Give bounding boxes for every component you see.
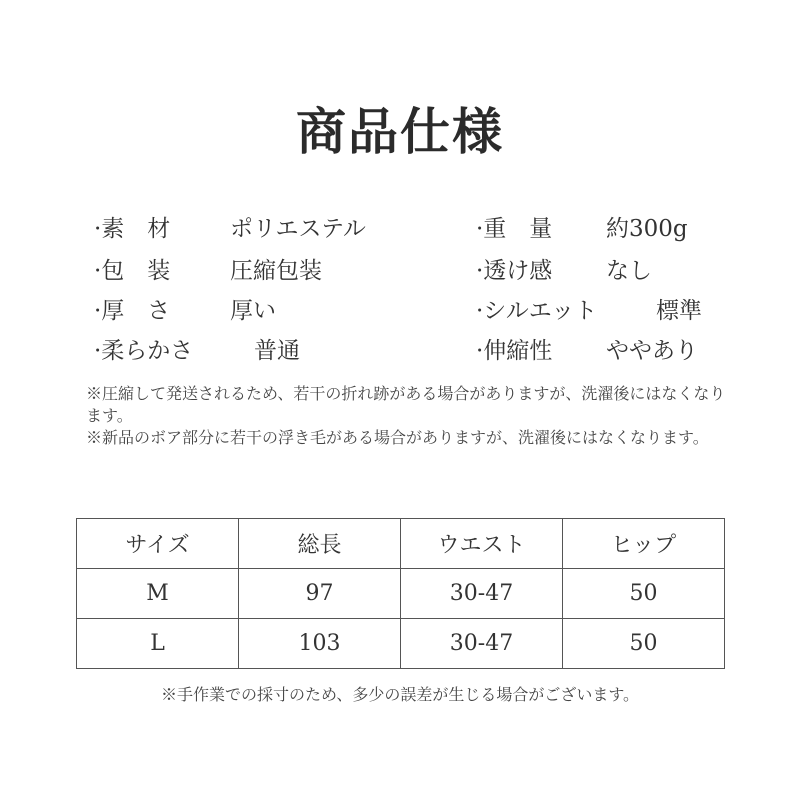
spec-value: 約300g bbox=[606, 216, 688, 242]
spec-label: ·伸縮性 bbox=[476, 338, 553, 364]
spec-value: 厚い bbox=[230, 298, 276, 324]
spec-value: ややあり bbox=[606, 338, 698, 364]
spec-label: ·柔らかさ bbox=[94, 338, 194, 364]
table-row bbox=[77, 569, 725, 619]
table-cell: 30-47 bbox=[401, 569, 563, 619]
spec-value: ポリエステル bbox=[230, 216, 366, 242]
spec-label: ·透け感 bbox=[476, 258, 553, 284]
spec-label: ·包 装 bbox=[94, 258, 171, 284]
table-cell: 50 bbox=[563, 569, 725, 619]
spec-label: ·シルエット bbox=[476, 298, 598, 324]
page-title: 商品仕様 bbox=[296, 102, 504, 161]
spec-label: ·厚 さ bbox=[94, 298, 171, 324]
note-text: ※新品のボア部分に若干の浮き毛がある場合がありますが、洗濯後にはなくなります。 bbox=[86, 428, 709, 447]
table-cell: L bbox=[77, 619, 239, 669]
table-cell: 50 bbox=[563, 619, 725, 669]
spec-list bbox=[94, 202, 734, 372]
table-cell: 97 bbox=[239, 569, 401, 619]
size-table bbox=[76, 518, 725, 669]
column-header: 総長 bbox=[239, 519, 401, 569]
note-text: ※圧縮して発送されるため、若干の折れ跡がある場合がありますが、洗濯後にはなくなります。 bbox=[86, 384, 726, 425]
column-header: ウエスト bbox=[401, 519, 563, 569]
spec-value: 標準 bbox=[656, 298, 702, 324]
column-header: サイズ bbox=[77, 519, 239, 569]
column-header: ヒップ bbox=[563, 519, 725, 569]
table-cell: M bbox=[77, 569, 239, 619]
spec-value: なし bbox=[606, 258, 652, 284]
table-cell: 30-47 bbox=[401, 619, 563, 669]
spec-value: 圧縮包装 bbox=[230, 258, 322, 284]
spec-label: ·素 材 bbox=[94, 216, 171, 242]
notes bbox=[86, 383, 726, 449]
spec-label: ·重 量 bbox=[476, 216, 553, 242]
table-row bbox=[77, 619, 725, 669]
spec-value: 普通 bbox=[254, 338, 300, 364]
table-cell: 103 bbox=[239, 619, 401, 669]
table-header-row bbox=[77, 519, 725, 569]
footer-note: ※手作業での採寸のため、多少の誤差が生じる場合がございます。 bbox=[160, 685, 640, 704]
